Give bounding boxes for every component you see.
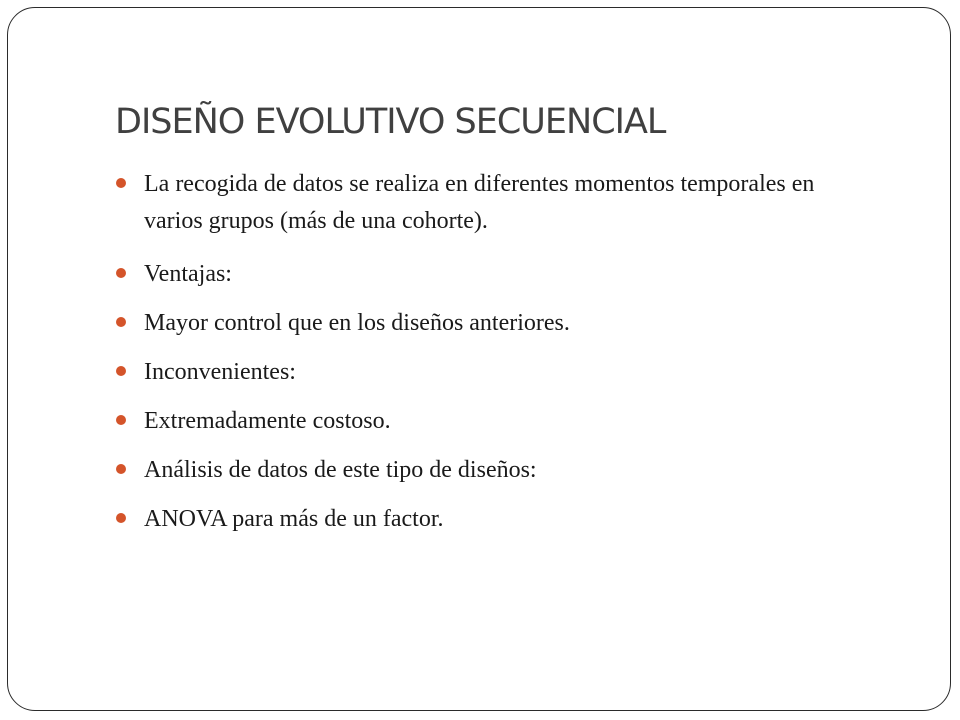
bullet-text: Análisis de datos de este tipo de diseños: [144, 457, 537, 483]
bullet-text: Extremadamente costoso. [144, 408, 391, 434]
bullet-item-mayor-control [116, 305, 836, 342]
slide-frame [7, 7, 951, 711]
bullet-item-ventajas [116, 256, 836, 293]
bullet-text: Inconvenientes: [144, 359, 296, 385]
bullet-text: La recogida de datos se realiza en diferentes momentos temporales en varios grupos (más de una cohorte). [144, 171, 815, 234]
bullet-item-inconvenientes [116, 354, 836, 391]
bullet-icon [116, 268, 126, 278]
slide-title: DISEÑO EVOLUTIVO SECUENCIAL [115, 102, 666, 142]
bullet-text: ANOVA para más de un factor. [144, 506, 444, 532]
bullet-item-analisis [116, 452, 836, 489]
bullet-list [116, 166, 836, 550]
bullet-icon [116, 415, 126, 425]
bullet-text: Ventajas: [144, 261, 232, 287]
bullet-icon [116, 366, 126, 376]
bullet-text: Mayor control que en los diseños anteriores. [144, 310, 570, 336]
bullet-icon [116, 178, 126, 188]
bullet-icon [116, 464, 126, 474]
bullet-item-description [116, 166, 836, 240]
bullet-icon [116, 513, 126, 523]
bullet-icon [116, 317, 126, 327]
bullet-item-costoso [116, 403, 836, 440]
bullet-item-anova [116, 501, 836, 538]
